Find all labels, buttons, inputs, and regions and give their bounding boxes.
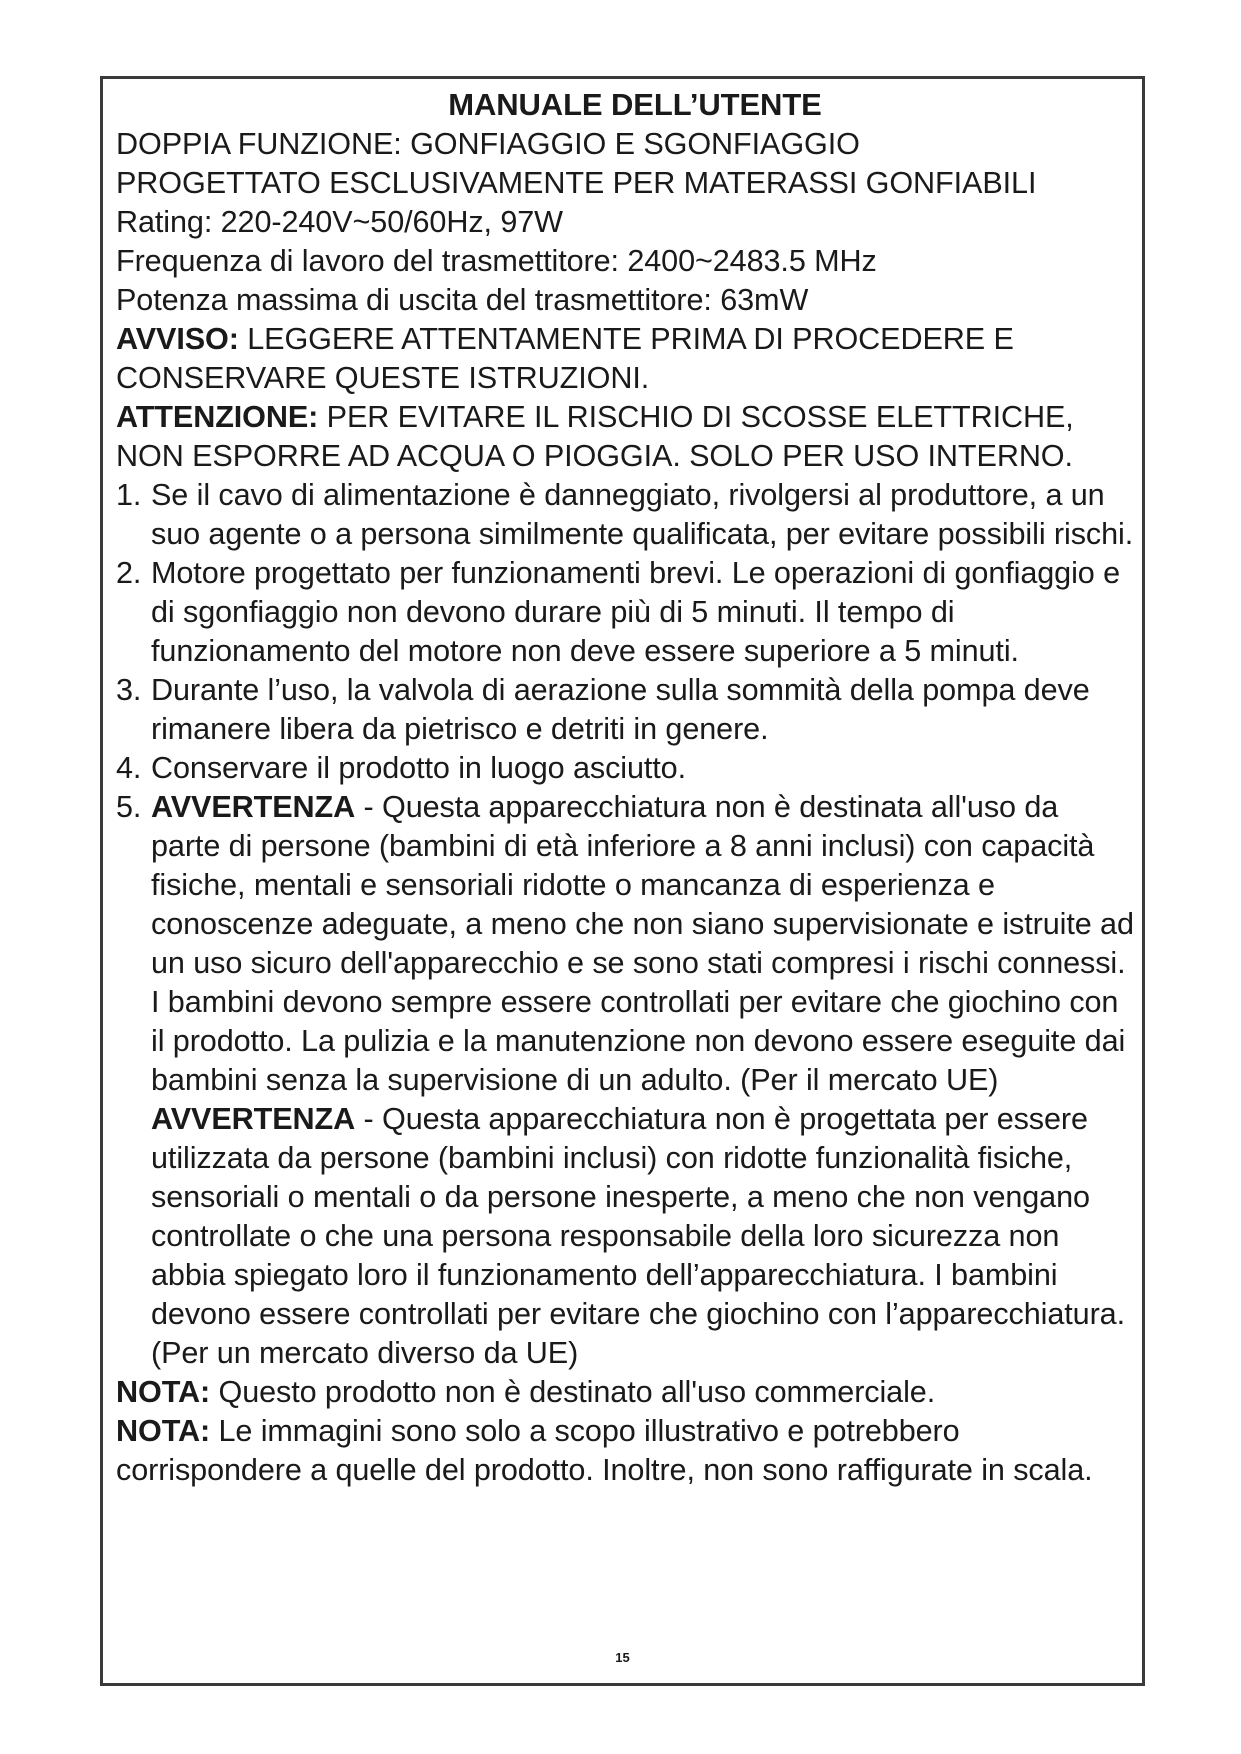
list-item-2 (116, 554, 1134, 671)
manual-content (116, 85, 1134, 1490)
list-item-text: Se il cavo di alimentazione è danneggiato, rivolgersi al produttore, a un suo agente o a persona similmente qualificata, per evitare possibili rischi. (151, 478, 1134, 551)
note-text: Questo prodotto non è destinato all'uso commerciale. (210, 1375, 936, 1409)
header-line-frequency: Frequenza di lavoro del trasmettitore: 2400~2483.5 MHz (116, 244, 877, 278)
list-item-number: 5. (116, 790, 142, 824)
list-item-text: Durante l’uso, la valvola di aerazione sulla sommità della pompa deve rimanere libera da pietrisco e detriti in genere. (151, 673, 1090, 746)
list-item-1 (116, 476, 1134, 554)
note-commercial-use (116, 1373, 1134, 1412)
list-item-4 (116, 749, 1134, 788)
attenzione-label: ATTENZIONE: (116, 400, 319, 434)
list-item-number: 4. (116, 751, 142, 785)
header-line-power: Potenza massima di uscita del trasmettitore: 63mW (116, 283, 809, 317)
attenzione-text: PER EVITARE IL RISCHIO DI SCOSSE ELETTRICHE, NON ESPORRE AD ACQUA O PIOGGIA. SOLO PER USO INTERNO. (116, 400, 1074, 473)
avviso-text: LEGGERE ATTENTAMENTE PRIMA DI PROCEDERE E CONSERVARE QUESTE ISTRUZIONI. (116, 322, 1014, 395)
warning-label: AVVERTENZA (151, 1102, 356, 1136)
note-label: NOTA: (116, 1375, 211, 1409)
warning-text: - Questa apparecchiatura non è progettata per essere utilizzata da persone (bambini inclusi) con ridotte funzionalità fisiche, sensoriali o mentali o da persone inesperte, a meno che non vengano controllate o che una persona responsabile della loro sicurezza non abbia spiegato loro il funzionamento dell’apparecchiatura. I bambini devono essere controllati per evitare che giochino con l’apparecchiatura. (Per un mercato diverso da UE) (151, 1102, 1125, 1370)
note-text: Le immagini sono solo a scopo illustrativo e potrebbero corrispondere a quelle del prodotto. Inoltre, non sono raffigurate in scala. (116, 1414, 1093, 1487)
warning-label: AVVERTENZA (151, 790, 356, 824)
list-item-5-non-eu-warning (116, 1100, 1134, 1373)
header-line-rating: Rating: 220-240V~50/60Hz, 97W (116, 205, 563, 239)
header-line-designed-for: PROGETTATO ESCLUSIVAMENTE PER MATERASSI GONFIABILI (116, 166, 1037, 200)
list-item-number: 3. (116, 673, 142, 707)
list-item-5 (116, 788, 1134, 1100)
list-item-text: Motore progettato per funzionamenti brevi. Le operazioni di gonfiaggio e di sgonfiaggio non devono durare più di 5 minuti. Il tempo di funzionamento del motore non deve essere superiore a 5 minuti. (151, 556, 1121, 668)
list-item-number: 1. (116, 478, 142, 512)
list-item-text: Conservare il prodotto in luogo asciutto. (151, 751, 686, 785)
header-line-function: DOPPIA FUNZIONE: GONFIAGGIO E SGONFIAGGIO (116, 127, 860, 161)
page-frame (100, 76, 1145, 1686)
avviso-label: AVVISO: (116, 322, 239, 356)
page-title: MANUALE DELL’UTENTE (448, 87, 822, 122)
page-number: 15 (615, 1650, 630, 1665)
attenzione-paragraph (116, 398, 1134, 476)
note-label: NOTA: (116, 1414, 211, 1448)
list-item-number: 2. (116, 556, 142, 590)
list-item-text: - Questa apparecchiatura non è destinata all'uso da parte di persone (bambini di età inferiore a 8 anni inclusi) con capacità fisiche, mentali e sensoriali ridotte o mancanza di esperienza e conoscenze adeguate, a meno che non siano supervisionate e istruite ad un uso sicuro dell'apparecchio e se sono stati compresi i rischi connessi. I bambini devono sempre essere controllati per evitare che giochino con il prodotto. La pulizia e la manutenzione non devono essere eseguite dai bambini senza la supervisione di un adulto. (Per il mercato UE) (151, 790, 1134, 1097)
note-illustrative-images (116, 1412, 1134, 1490)
avviso-paragraph (116, 320, 1134, 398)
list-item-3 (116, 671, 1134, 749)
